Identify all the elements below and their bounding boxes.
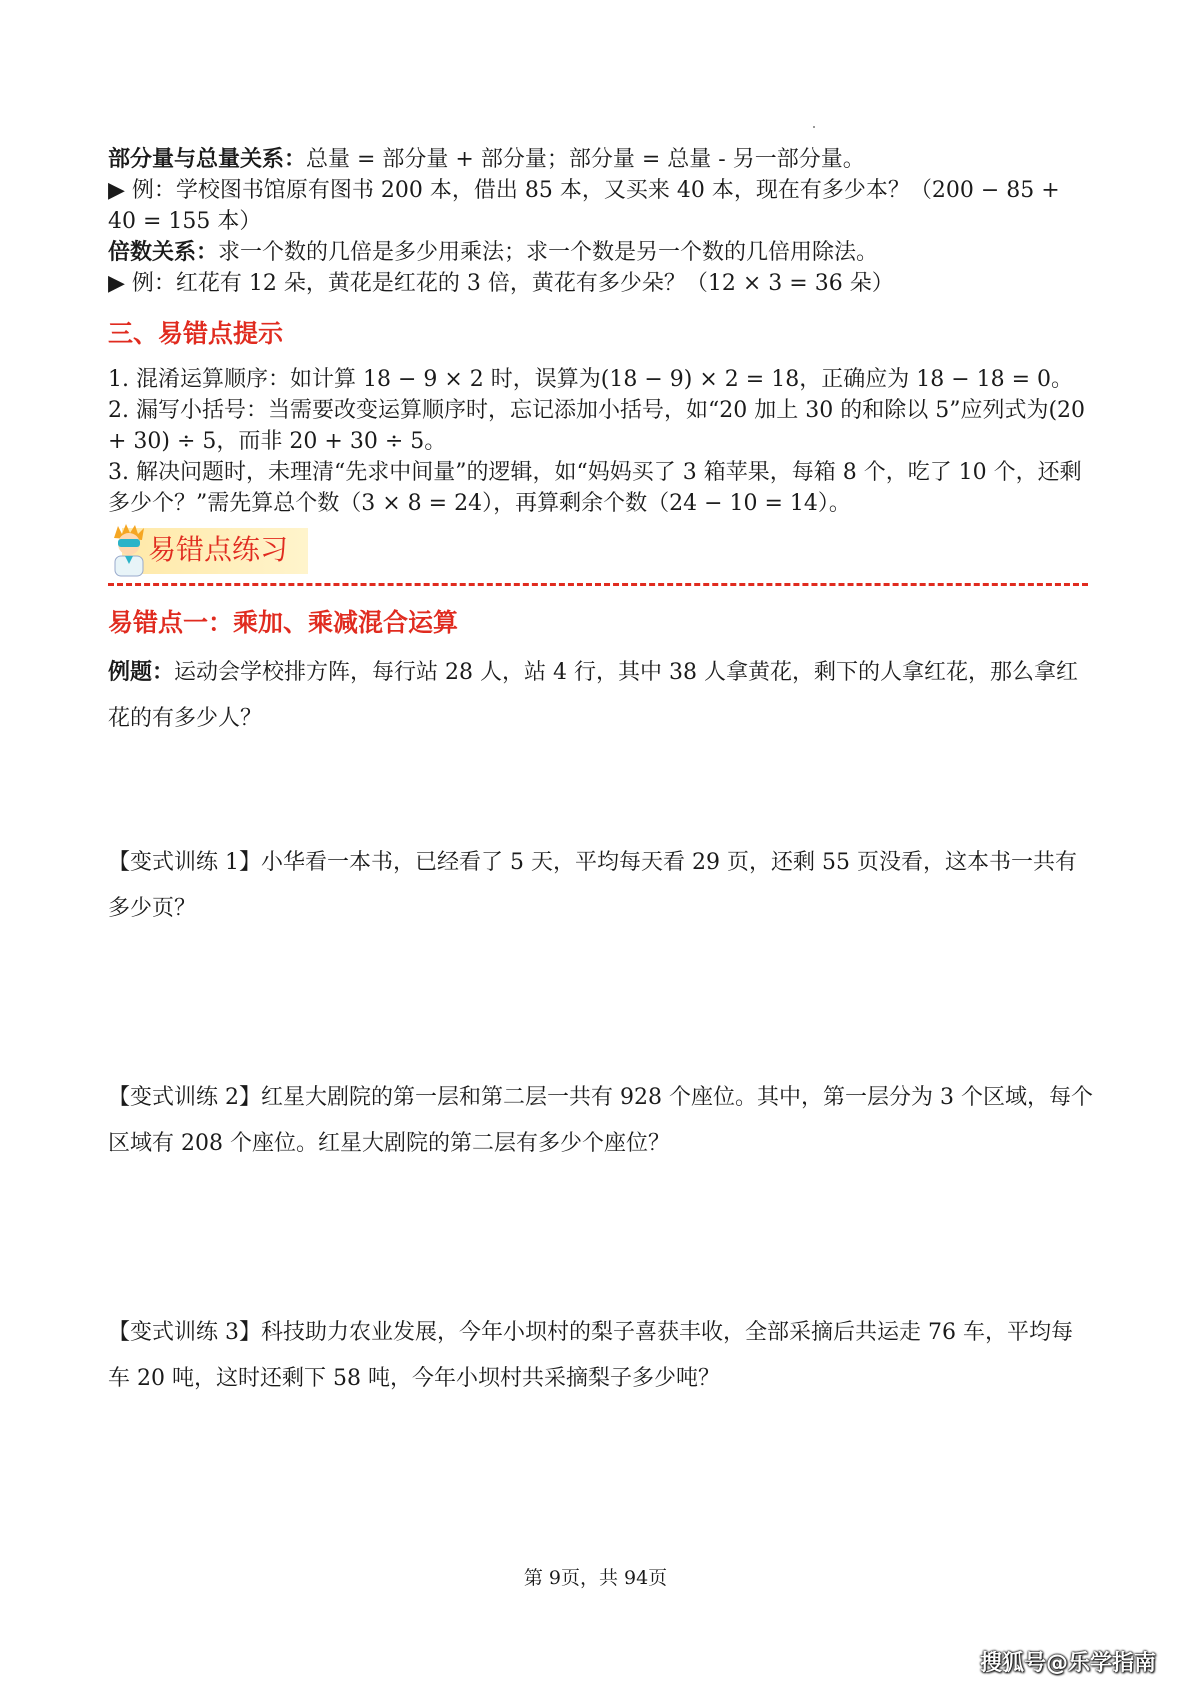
variant-3 (108, 1310, 1093, 1402)
relation-part-total-text: 总量 = 部分量 + 部分量；部分量 = 总量 - 另一部分量。 (306, 147, 865, 172)
relation-multiple-text: 求一个数的几倍是多少用乘法；求一个数是另一个数的几倍用除法。 (218, 240, 879, 265)
relation-part-total-example-line2: 40 = 155 本） (108, 209, 262, 234)
example-label: 例题： (108, 660, 175, 685)
dashed-divider (108, 583, 1088, 586)
example-problem (108, 650, 1093, 742)
section3-title: 三、易错点提示 (108, 319, 284, 348)
section3-item-3: 3. 解决问题时，未理清“先求中间量”的逻辑，如“妈妈买了 3 箱苹果，每箱 8 个，吃了 10 个，还剩多少个？”需先算总个数（3 × 8 = 24），再算剩余个数（24 − 10 = 14）。 (108, 460, 1082, 516)
variant-3-text: 科技助力农业发展，今年小坝村的梨子喜获丰收，全部采摘后共运走 76 车，平均每车 20 吨，这时还剩下 58 吨，今年小坝村共采摘梨子多少吨？ (108, 1320, 1073, 1391)
scientist-avatar-icon (108, 522, 150, 578)
example-text: 运动会学校排方阵，每行站 28 人，站 4 行，其中 38 人拿黄花，剩下的人拿红花，那么拿红花的有多少人？ (108, 660, 1078, 731)
variant-3-label: 【变式训练 3】 (108, 1320, 261, 1345)
stray-dot (813, 126, 815, 128)
relation-multiple-label: 倍数关系： (108, 240, 219, 265)
variant-2 (108, 1075, 1093, 1167)
section3-item-1: 1. 混淆运算顺序：如计算 18 − 9 × 2 时，误算为(18 − 9) × 2 = 18，正确应为 18 − 18 = 0。 (108, 367, 1074, 392)
banner-title: 易错点练习 (148, 533, 289, 566)
relation-part-total-example-line1: ▶ 例：学校图书馆原有图书 200 本，借出 85 本，又买来 40 本，现在有多少本？（200 − 85 + (108, 178, 1060, 203)
variant-1-text: 小华看一本书，已经看了 5 天，平均每天看 29 页，还剩 55 页没看，这本书一共有多少页？ (108, 850, 1077, 921)
practice-banner (108, 522, 308, 578)
variant-2-label: 【变式训练 2】 (108, 1085, 261, 1110)
section3-item-2: 2. 漏写小括号：当需要改变运算顺序时，忘记添加小括号，如“20 加上 30 的和除以 5”应列式为(20 + 30) ÷ 5，而非 20 + 30 ÷ 5。 (108, 398, 1086, 454)
page-footer: 第 9页，共 94页 (523, 1567, 668, 1589)
variant-2-text: 红星大剧院的第一层和第二层一共有 928 个座位。其中，第一层分为 3 个区域，每个区域有 208 个座位。红星大剧院的第二层有多少个座位？ (108, 1085, 1093, 1156)
point1-title: 易错点一：乘加、乘减混合运算 (108, 608, 459, 637)
relation-part-total (108, 144, 865, 175)
variant-1 (108, 840, 1093, 932)
relation-multiple (108, 237, 878, 268)
variant-1-label: 【变式训练 1】 (108, 850, 261, 875)
relation-part-total-label: 部分量与总量关系： (108, 147, 307, 172)
watermark: 搜狐号@乐学指南 (980, 1651, 1157, 1676)
relation-multiple-example: ▶ 例：红花有 12 朵，黄花是红花的 3 倍，黄花有多少朵？（12 × 3 = 36 朵） (108, 271, 894, 296)
